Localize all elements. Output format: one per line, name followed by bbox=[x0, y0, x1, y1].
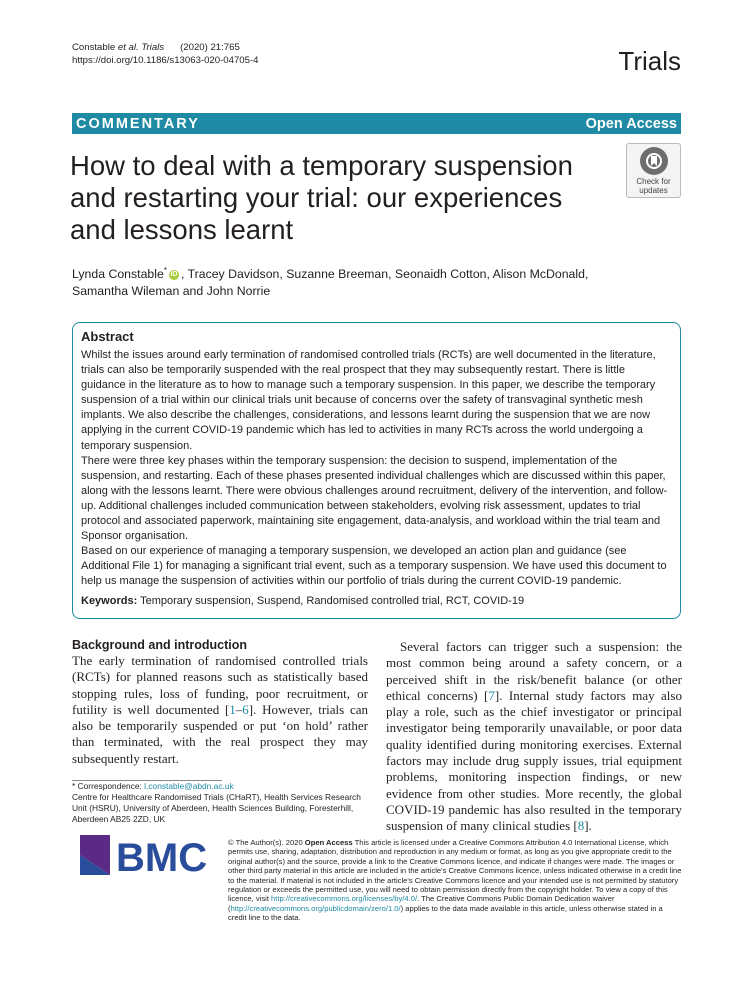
abstract-paragraph: There were three key phases within the temporary suspension: the decision to suspend, implementation of the suspension, and restarting. Each of these phases presented individual challenges which are discussed within this paper, along with the lessons learnt. There were obvious challenges around recruitment, delivery of the intervention, and follow-up. Additional challenges included communication between stakeholders, evolving risk assessment, updates to trial protocol and associated paperwork, maintaining site engagement, data-analysis, and workload within the trial team and Sponsor organisation. bbox=[81, 454, 668, 543]
section-heading: Background and introduction bbox=[72, 638, 247, 652]
abstract-paragraph: Whilst the issues around early termination of randomised controlled trials (RCTs) are well documented in the literature, trials can also be temporarily suspended with the real prospect that they may subsequently restart. There is little guidance in the literature as to how to manage such a temporary suspension. In this paper, we describe the temporary suspension of a trial within our clinical trials unit because of concerns over the safety of transvaginal synthetic mesh implants. We also describe the challenges, considerations, and lessons learnt during the suspension that we are now applying in the current COVID-19 pandemic which has led to activities in many RCTs across the world undergoing a temporary suspension. bbox=[81, 349, 656, 452]
bookmark-icon bbox=[640, 147, 668, 175]
doi-link[interactable]: https://doi.org/10.1186/s13063-020-04705-4 bbox=[72, 55, 259, 66]
citation-author: Constable bbox=[72, 42, 118, 53]
right-column bbox=[386, 639, 682, 835]
body-text: The early termination of randomised controlled trials (RCTs) for planned reasons such as statistically based stopping rules, loss of funding, poor recruitment, or futility is well documented [ bbox=[72, 653, 368, 717]
check-line1: Check for bbox=[636, 177, 671, 186]
abstract-paragraph: Based on our experience of managing a temporary suspension, we developed an action plan and guidance (see Additional File 1) for managing a significant trial event, such as a temporary suspension. We have used this document to help us manage the suspension of activities within our portfolio of trials during the current COVID-19 pandemic. bbox=[81, 545, 667, 588]
check-for-updates-badge[interactable] bbox=[626, 143, 681, 198]
copyright: © The Author(s). 2020 bbox=[228, 838, 305, 847]
citation-header bbox=[72, 41, 259, 67]
author-list bbox=[72, 262, 632, 300]
citation-etal: et al. Trials bbox=[117, 42, 165, 53]
body-text: ]. However, trials can also be temporarily suspended or put ‘on hold’ rather than terminated, with the real prospect they may subsequently restart. bbox=[72, 701, 368, 766]
citation-year: (2020) 21:765 bbox=[180, 42, 240, 53]
reference-link[interactable]: 8 bbox=[577, 818, 585, 834]
corresponding-mark: * bbox=[163, 266, 167, 275]
keywords-label: Keywords: bbox=[81, 594, 138, 607]
body-text: Several factors can trigger such a suspension: the most common being around a safety concern, or a perceived shift in the risk/benefit balance (or other ethical concerns) [ bbox=[386, 639, 682, 703]
orcid-icon[interactable]: iD bbox=[170, 270, 178, 278]
journal-name: Trials bbox=[618, 46, 681, 76]
email-link[interactable]: l.constable@abdn.ac.uk bbox=[144, 781, 234, 791]
reference-link[interactable]: 1 bbox=[229, 701, 236, 717]
other-authors: , Tracey Davidson, Suzanne Breeman, Seonaidh Cotton, Alison McDonald, Samantha Wileman and John Norrie bbox=[72, 267, 589, 299]
license-body: This article is licensed under a Creative Commons Attribution 4.0 International License, which permits use, sharing, adaptation, distribution and reproduction in any medium or format, as long as you give appropriate credit to the original author(s) and the source, provide a link to the Creative Commons licence, and indicate if changes were made. The images or other third party material in this article are included in the article's Creative Commons licence, unless indicated otherwise in a credit line to the material. If material is not included in the article's Creative Commons licence and your intended use is not permitted by statutory regulation or exceeds the permitted use, you will need to obtain permission directly from the copyright holder. To view a copy of this licence, visit bbox=[228, 838, 682, 904]
body-text: ]. bbox=[584, 818, 592, 834]
article-title: How to deal with a temporary suspension and restarting your trial: our experiences and lessons learnt bbox=[70, 150, 573, 245]
check-line2: updates bbox=[639, 186, 668, 195]
license-body: . The Creative Commons Public Domain Dedication waiver ( bbox=[228, 894, 615, 913]
correspondence-note bbox=[72, 781, 372, 825]
affiliation: Centre for Healthcare Randomised Trials (CHaRT), Health Services Research Unit (HSRU), University of Aberdeen, Health Sciences Building, Foresterhill, Aberdeen AB25 2ZD, UK bbox=[72, 792, 361, 824]
article-type-band bbox=[72, 113, 681, 134]
license-oa-label: Open Access bbox=[304, 838, 353, 847]
correspondence-label: * Correspondence: bbox=[72, 781, 145, 791]
bmc-logo-text: BMC bbox=[116, 836, 208, 878]
left-column bbox=[72, 638, 368, 767]
open-access-label: Open Access bbox=[585, 115, 677, 132]
reference-link[interactable]: 7 bbox=[488, 687, 495, 703]
abstract-heading: Abstract bbox=[81, 329, 134, 344]
article-type: COMMENTARY bbox=[76, 115, 200, 132]
body-text: ]. Internal study factors may also play a role, such as the chief investigator or principal investigator being temporarily unavailable, or poor data quality identified during monitoring exercises. External factors may include drug supply issues, trial equipment problems, monitoring inspection findings, or new evidence from other studies. More recently, the global COVID-19 pandemic has also resulted in the temporary suspension of many clinical studies [ bbox=[386, 687, 682, 834]
first-author[interactable]: Lynda Constable bbox=[72, 267, 164, 282]
keywords-list: Temporary suspension, Suspend, Randomised controlled trial, RCT, COVID-19 bbox=[137, 594, 525, 607]
license-body: ) applies to the data made available in this article, unless otherwise stated in a credit line to the data. bbox=[228, 903, 663, 923]
body-paragraph bbox=[386, 639, 682, 835]
bmc-logo bbox=[80, 833, 215, 878]
keywords bbox=[81, 594, 672, 609]
ref-separator: – bbox=[235, 701, 243, 717]
abstract-box bbox=[72, 322, 681, 619]
waiver-link[interactable]: http://creativecommons.org/publicdomain/zero/1.0/ bbox=[230, 903, 401, 913]
license-link[interactable]: http://creativecommons.org/licenses/by/4.0/ bbox=[271, 894, 418, 904]
license-text bbox=[228, 838, 683, 923]
reference-link[interactable]: 6 bbox=[242, 701, 249, 717]
body-paragraph bbox=[72, 653, 368, 767]
